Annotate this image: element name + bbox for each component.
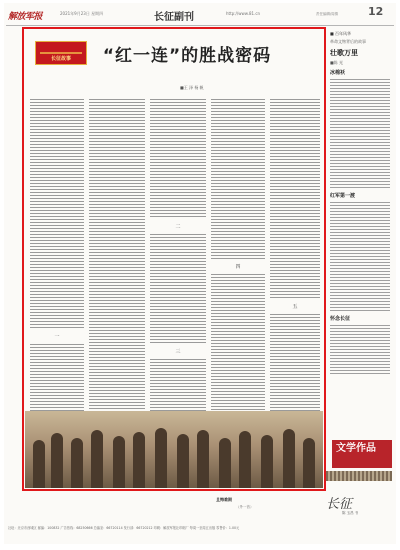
column-text bbox=[211, 99, 265, 259]
sidebar-text bbox=[330, 79, 390, 189]
soldier-figure bbox=[303, 438, 315, 488]
sidebar-author: ■陈 光 bbox=[330, 60, 344, 65]
literature-badge bbox=[332, 440, 392, 468]
column-text bbox=[30, 99, 84, 329]
soldier-figure bbox=[283, 429, 295, 488]
page-number: 12 bbox=[368, 5, 384, 18]
soldier-figure bbox=[91, 430, 103, 488]
section-number: 五 bbox=[292, 304, 298, 310]
page-footer: 社址：北京市西城区 邮编：100832 广告热线：68250666 总编室：66720114 发行部：66720212 印刷：解放军报社印刷厂 每周一至周五出版 零售价：1.00元 bbox=[8, 526, 240, 530]
section-number: 一 bbox=[54, 334, 60, 340]
article-column-1 bbox=[30, 99, 84, 414]
article-column-4 bbox=[211, 99, 265, 414]
editor-credit: 责任编辑/周倩 bbox=[316, 12, 339, 16]
column-text bbox=[150, 234, 206, 344]
right-sidebar bbox=[330, 27, 394, 375]
column-text bbox=[150, 359, 206, 419]
section-number: 二 bbox=[175, 224, 181, 230]
sidebar-title: 壮歌万里 bbox=[330, 49, 358, 57]
column-text bbox=[270, 314, 320, 414]
article-column-3 bbox=[150, 99, 206, 419]
calligraphy-caption: 陈 玉昌 书 bbox=[342, 511, 359, 515]
story-tag: 长征故事 bbox=[50, 56, 71, 62]
header-divider bbox=[6, 25, 394, 26]
soldier-figure bbox=[219, 438, 231, 488]
soldiers-march-photo bbox=[25, 411, 323, 488]
sidebar-section-title: 红军第一渡 bbox=[330, 193, 356, 199]
sidebar-subheader: 革命文物背后的故事 bbox=[330, 39, 366, 44]
page-header bbox=[4, 3, 396, 25]
soldier-figure bbox=[197, 430, 209, 488]
issue-date: 2021年9月23日 星期四 bbox=[60, 11, 104, 16]
article-title: “红一连”的胜战密码 bbox=[102, 46, 272, 66]
soldier-figure bbox=[51, 433, 63, 488]
poem-subtitle: （外一首） bbox=[236, 505, 254, 509]
section-number: 四 bbox=[235, 264, 241, 270]
badge-strip bbox=[326, 471, 392, 481]
section-title: 长征副刊 bbox=[154, 12, 194, 23]
soldier-figure bbox=[133, 432, 145, 488]
article-byline: ■王 泽 杨 帆 bbox=[180, 85, 204, 90]
literature-label: 文学作品 bbox=[336, 443, 376, 454]
soldier-figure bbox=[71, 438, 83, 488]
calligraphy-artwork: 长征 bbox=[326, 497, 353, 512]
sidebar-text bbox=[330, 202, 390, 312]
soldier-figure bbox=[155, 428, 167, 488]
sidebar-text bbox=[330, 325, 390, 375]
site-url[interactable]: http://www.81.cn bbox=[226, 11, 261, 16]
sidebar-column-label: ■ 百年风华 bbox=[330, 31, 352, 36]
soldier-figure bbox=[177, 434, 189, 488]
poem-title: 且悔难期 bbox=[216, 497, 232, 502]
masthead: 解放军报 bbox=[8, 12, 43, 22]
soldier-figure bbox=[261, 435, 273, 488]
column-text bbox=[150, 99, 206, 219]
newspaper-page bbox=[4, 3, 396, 544]
sidebar-section-title: 冰棉袄 bbox=[330, 70, 346, 76]
article-column-5 bbox=[270, 99, 320, 414]
column-text bbox=[30, 344, 84, 414]
section-number: 三 bbox=[175, 349, 181, 355]
column-text bbox=[89, 99, 145, 409]
column-text bbox=[270, 99, 320, 299]
soldier-figure bbox=[239, 431, 251, 488]
soldier-figure bbox=[33, 440, 45, 488]
story-tag-banner bbox=[35, 41, 87, 65]
sidebar-section-title: 怀念长征 bbox=[330, 316, 351, 322]
soldier-figure bbox=[113, 436, 125, 488]
article-column-2 bbox=[89, 99, 145, 409]
column-text bbox=[211, 274, 265, 414]
